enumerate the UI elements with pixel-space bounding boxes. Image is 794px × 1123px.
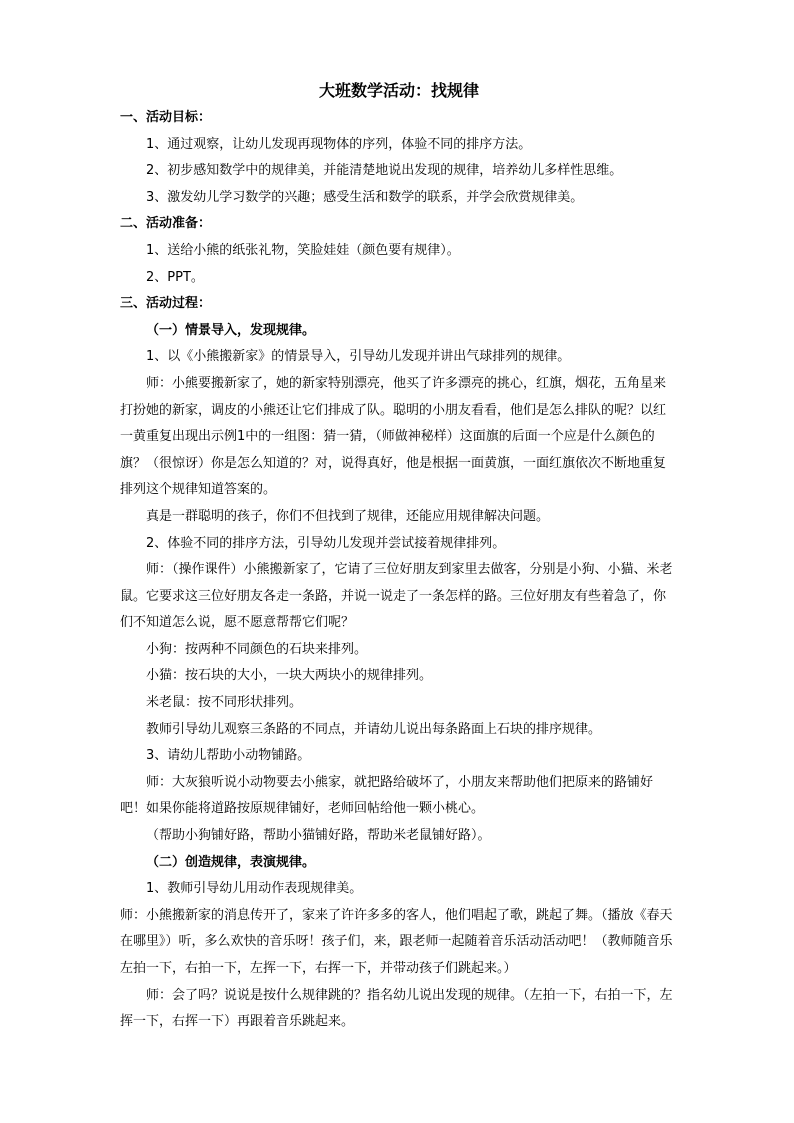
- paragraph: 3、请幼儿帮助小动物铺路。: [146, 748, 311, 764]
- section-heading: 二、活动准备：: [120, 216, 212, 232]
- paragraph: 2、PPT。: [146, 269, 204, 285]
- paragraph: 小狗：按两种不同颜色的石块来排列。: [146, 641, 368, 657]
- paragraph: 师：小熊要搬新家了，她的新家特别漂亮，他买了许多漂亮的挑心，红旗，烟花，五角星来打扮她的新家，调皮的小熊还让它们排成了队。聪明的小朋友看看，他们是怎么排队的呢？以红一黄重复出现出示例1中的一组图：猜一猜，（师做神秘样）这面旗的后面一个应是什么颜色的旗？（很惊讶）你是怎么知道的？对，说得真好，他是根据一面黄旗，一面红旗依次不断地重复排列这个规律知道答案的。: [120, 375, 667, 498]
- document-title: 大班数学活动：找规律: [318, 81, 479, 100]
- paragraph: 1、以《小熊搬新家》的情景导入，引导幼儿发现并讲出气球排列的规律。: [146, 349, 571, 365]
- paragraph: 1、送给小熊的纸张礼物，笑脸娃娃（颜色要有规律）。: [146, 242, 460, 258]
- paragraph: 师：会了吗？说说是按什么规律跳的？指名幼儿说出发现的规律。（左拍一下，右拍一下，左挥一下，右挥一下）再跟着音乐跳起来。: [120, 987, 673, 1030]
- paragraph: 米老鼠：按不同形状排列。: [146, 695, 303, 711]
- paragraph: 教师引导幼儿观察三条路的不同点，并请幼儿说出每条路面上石块的排序规律。: [146, 721, 602, 737]
- paragraph: 2、体验不同的排序方法，引导幼儿发现并尝试接着规律排列。: [146, 535, 506, 551]
- section-heading: （一）情景导入，发现规律。: [146, 322, 316, 338]
- paragraph: 1、教师引导幼儿用动作表现规律美。: [146, 881, 363, 897]
- paragraph: 师：小熊搬新家的消息传开了，家来了许许多多的客人，他们唱起了歌，跳起了舞。（播放《春天在哪里》）听，多么欢快的音乐呀！孩子们，来，跟老师一起随着音乐活动活动吧！（教师随音乐左拍一下，右拍一下，左挥一下，右挥一下，并带动孩子们跳起来。）: [120, 907, 673, 976]
- paragraph: 3、激发幼儿学习数学的兴趣；感受生活和数学的联系，并学会欣赏规律美。: [146, 189, 584, 205]
- paragraph: （帮助小狗铺好路，帮助小猫铺好路，帮助米老鼠铺好路）。: [146, 828, 491, 844]
- paragraph: 师：（操作课件）小熊搬新家了，它请了三位好朋友到家里去做客，分别是小狗、小猫、米老鼠。它要求这三位好朋友各走一条路，并说一说走了一条怎样的路。三位好朋友有些着急了，你们不知道怎么说，愿不愿意帮帮它们呢？: [120, 562, 673, 631]
- paragraph: 师：大灰狼听说小动物要去小熊家，就把路给破坏了，小朋友来帮助他们把原来的路铺好吧！如果你能将道路按原规律铺好，老师回帖给他一颗小桃心。: [120, 774, 654, 817]
- paragraph-list: [120, 105, 678, 1036]
- section-heading: 三、活动过程：: [120, 296, 212, 312]
- paragraph: 2、初步感知数学中的规律美，并能清楚地说出发现的规律，培养幼儿多样性思维。: [146, 163, 623, 179]
- paragraph: 1、通过观察，让幼儿发现再现物体的序列，体验不同的排序方法。: [146, 136, 532, 152]
- paragraph: 小猫：按石块的大小，一块大两块小的规律排列。: [146, 668, 433, 684]
- document-body: [120, 78, 678, 1036]
- section-heading: （二）创造规律，表演规律。: [146, 854, 316, 870]
- section-heading: 一、活动目标：: [120, 110, 212, 125]
- paragraph: 真是一群聪明的孩子，你们不但找到了规律，还能应用规律解决问题。: [146, 508, 550, 524]
